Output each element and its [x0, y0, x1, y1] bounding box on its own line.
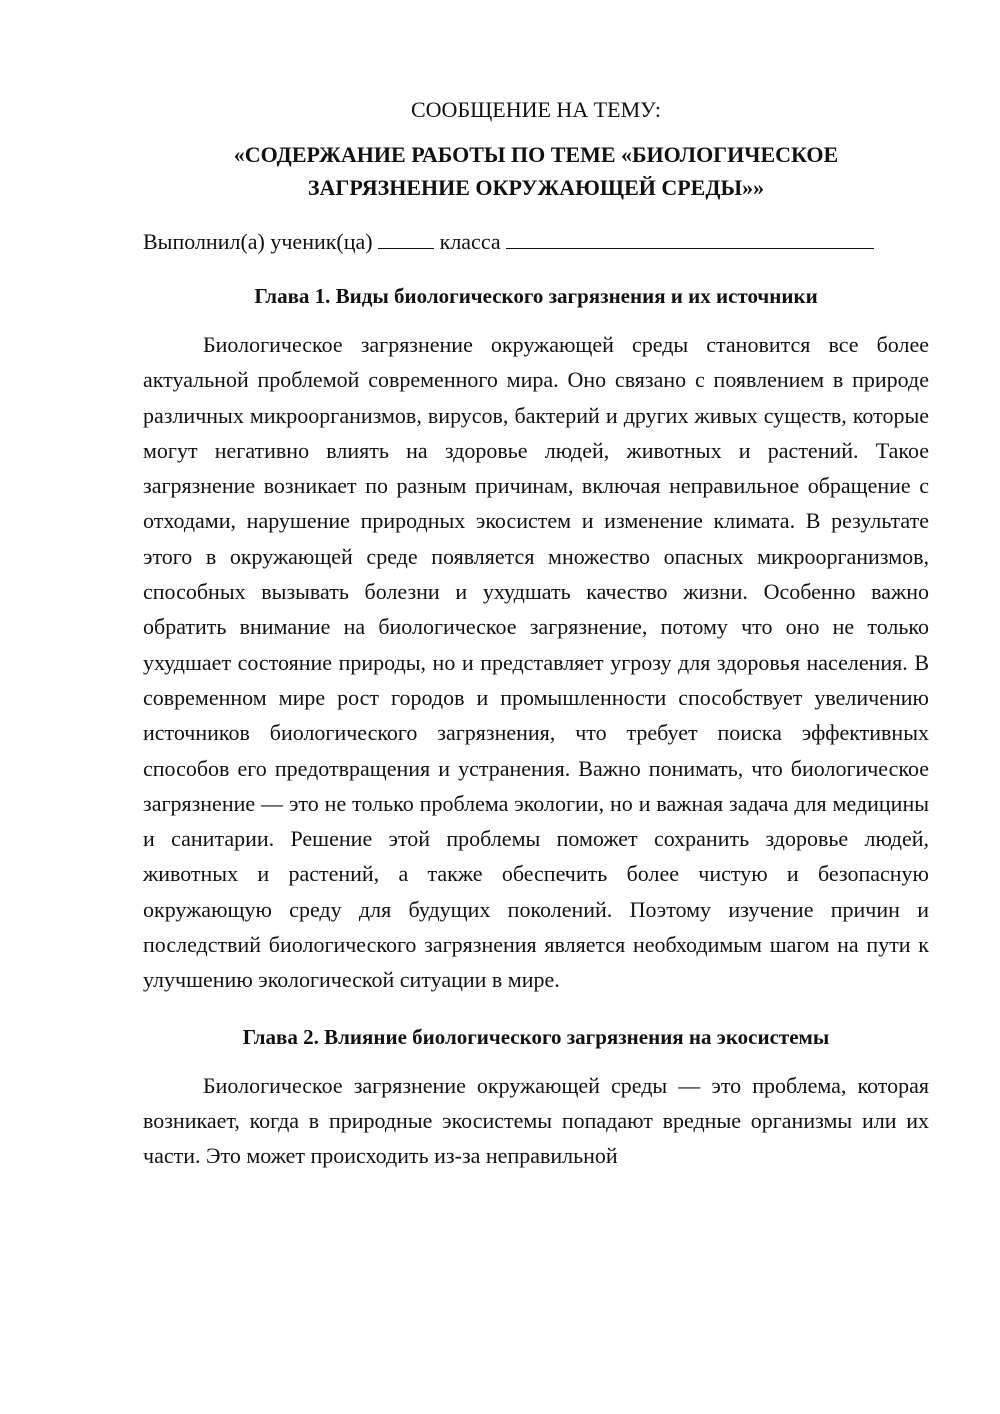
- class-number-blank: [378, 228, 434, 249]
- chapter-2-title: Глава 2. Влияние биологического загрязнения на экосистемы: [242, 1024, 830, 1049]
- author-line: [143, 224, 929, 260]
- document-title-line: ЗАГРЯЗНЕНИЕ ОКРУЖАЮЩЕЙ СРЕДЫ»»: [307, 175, 765, 200]
- document-title-line: «СОДЕРЖАНИЕ РАБОТЫ ПО ТЕМЕ «БИОЛОГИЧЕСКОЕ: [233, 142, 839, 167]
- document-page: [143, 92, 929, 1174]
- class-label: класса: [439, 229, 501, 254]
- performed-by-label: Выполнил(а) ученик(ца): [143, 229, 373, 254]
- document-title: [143, 138, 929, 204]
- chapter-2-paragraph: Биологическое загрязнение окружающей среды — это проблема, которая возникает, когда в природные экосистемы попадают вредные организмы или их части. Это может происходить из-за неправильной: [143, 1072, 929, 1169]
- chapter-1-title: Глава 1. Виды биологического загрязнения и их источники: [254, 284, 818, 308]
- chapter-1-paragraph: Биологическое загрязнение окружающей среды становится все более актуальной проблемой современного мира. Оно связано с появлением в природе различных микроорганизмов, вирусов, бактерий и других живых существ, которые могут негативно влиять на здоровье людей, животных и растений. Такое загрязнение возникает по разным причинам, включая неправильное обращение с отходами, нарушение природных экосистем и изменение климата. В результате этого в окружающей среде появляется множество опасных микроорганизмов, способных вызывать болезни и ухудшать качество жизни. Особенно важно обратить внимание на биологическое загрязнение, потому что оно не только ухудшает состояние природы, но и представляет угрозу для здоровья населения. В современном мире рост городов и промышленности способствует увеличению источников биологического загрязнения, что требует поиска эффективных способов его предотвращения и устранения. Важно понимать, что биологическое загрязнение — это не только проблема экологии, но и важная задача для медицины и санитарии. Решение этой проблемы поможет сохранить здоровье людей, животных и растений, а также обеспечить более чистую и безопасную окружающую среду для будущих поколений. Поэтому изучение причин и последствий биологического загрязнения является необходимым шагом на пути к улучшению экологической ситуации в мире.: [143, 332, 929, 993]
- student-name-blank: [506, 228, 874, 249]
- message-label: СООБЩЕНИЕ НА ТЕМУ:: [411, 97, 661, 122]
